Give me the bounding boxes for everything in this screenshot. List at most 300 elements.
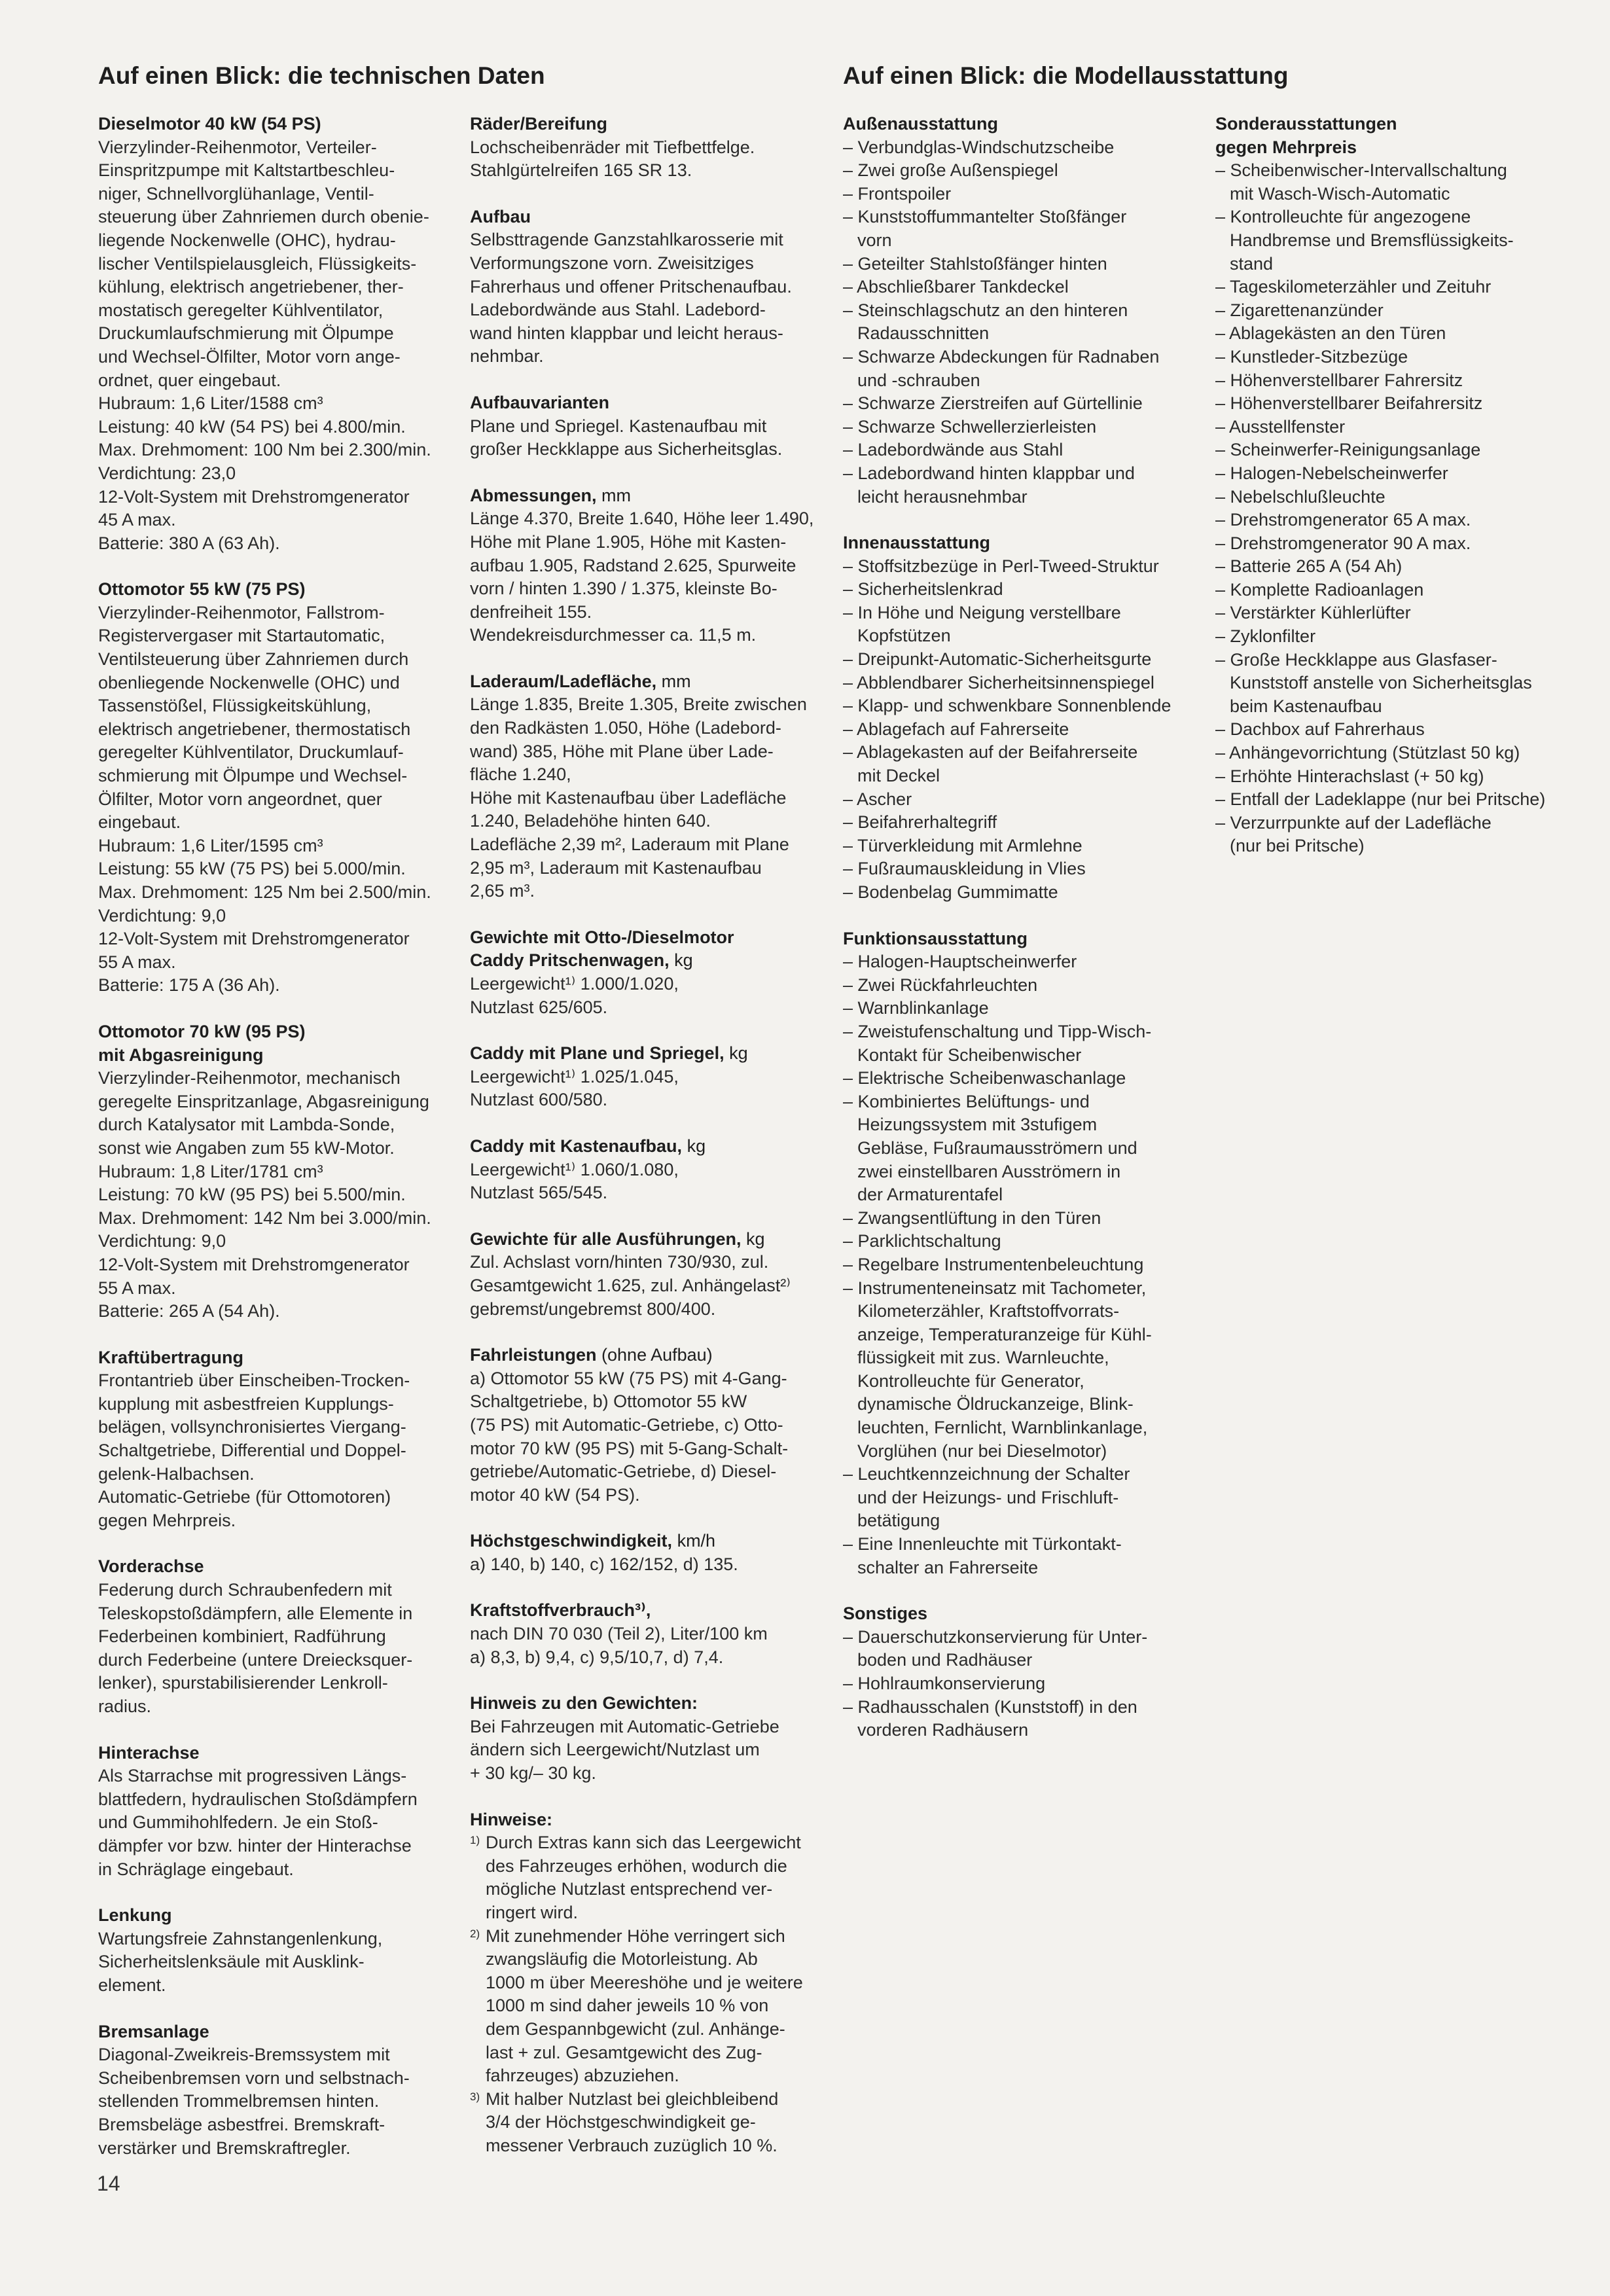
footnote-line: fahrzeuges) abzuziehen.	[486, 2066, 679, 2086]
list-item-line: mit Deckel	[857, 766, 940, 786]
list-item-line: Dachbox auf Fahrerhaus	[1230, 719, 1425, 740]
text-line: element.	[98, 1975, 166, 1995]
list-item-line: Scheibenwischer-Intervallschaltung	[1230, 160, 1507, 181]
text-line: Fahrerhaus und offener Pritschenaufbau.	[470, 276, 792, 296]
section-title-text: Innenausstattung	[843, 533, 991, 553]
text-line: niger, Schnellvorglühanlage, Ventil-	[98, 183, 374, 204]
text-line: wand) 385, Höhe mit Plane über Lade-	[470, 741, 774, 761]
text-line: Selbsttragende Ganzstahlkarosserie mit	[470, 230, 783, 250]
section-subtitle-text: gegen Mehrpreis	[1215, 137, 1357, 157]
list-item-line: Nebelschlußleuchte	[1230, 486, 1386, 507]
list-item	[1215, 299, 1545, 323]
section-title	[470, 484, 814, 508]
text-line: Höhe mit Kastenaufbau über Ladefläche	[470, 787, 787, 808]
text-line: Federbeinen kombiniert, Radführung	[98, 1626, 386, 1647]
list-item-line: In Höhe und Neigung verstellbare	[857, 602, 1121, 622]
section-title-text: Caddy mit Kastenaufbau,	[470, 1136, 683, 1156]
list-item	[1215, 649, 1545, 719]
section-title-text: Gewichte für alle Ausführungen,	[470, 1229, 742, 1249]
text-line: Wendekreisdurchmesser ca. 11,5 m.	[470, 625, 757, 645]
section-title-text: Kraftstoffverbrauch³⁾,	[470, 1600, 651, 1621]
text-line: Max. Drehmoment: 125 Nm bei 2.500/min.	[98, 882, 431, 902]
text-line: stellenden Trommelbremsen hinten.	[98, 2091, 380, 2111]
section-title	[98, 1020, 431, 1044]
list-item	[843, 206, 1171, 252]
list-item	[1215, 509, 1545, 532]
list-item	[1215, 625, 1545, 649]
section-title	[1215, 113, 1545, 136]
text-line: Leergewicht¹⁾ 1.000/1.020,	[470, 974, 679, 994]
section-title	[843, 531, 1171, 555]
list-item	[843, 1207, 1171, 1230]
list-item-line: Dreipunkt-Automatic-Sicherheitsgurte	[857, 649, 1152, 670]
section-title	[98, 1742, 431, 1765]
text-line: Nutzlast 565/545.	[470, 1183, 608, 1203]
list-item-line: anzeige, Temperaturanzeige für Kühl-	[857, 1324, 1152, 1344]
text-line: Batterie: 265 A (54 Ah).	[98, 1301, 280, 1321]
list-item	[843, 346, 1171, 392]
section-subtitle	[470, 949, 814, 973]
section-title-unit: kg	[724, 1043, 748, 1064]
section-title-text: Hinterachse	[98, 1742, 200, 1763]
section-subtitle	[98, 1044, 431, 1067]
section-title-text: Fahrleistungen	[470, 1345, 597, 1365]
list-item-line: flüssigkeit mit zus. Warnleuchte,	[857, 1348, 1109, 1368]
list-item	[843, 1067, 1171, 1090]
list-item-line: Hohlraumkonservierung	[857, 1674, 1046, 1693]
section-title-text: Höchstgeschwindigkeit,	[470, 1531, 673, 1551]
list-item-line: leuchten, Fernlicht, Warnblinkanlage,	[857, 1418, 1148, 1438]
section	[843, 927, 1171, 1580]
text-line: Höhe mit Plane 1.905, Höhe mit Kasten-	[470, 531, 787, 552]
section-title	[470, 1530, 814, 1553]
section	[470, 113, 814, 183]
column-1	[98, 113, 431, 2183]
section-title	[843, 927, 1171, 951]
list-item-line: Kontakt für Scheibenwischer	[857, 1045, 1082, 1065]
text-line: Ladebordwände aus Stahl. Ladebord-	[470, 300, 766, 320]
list-item	[843, 299, 1171, 346]
text-line: Frontantrieb über Einscheiben-Trocken-	[98, 1371, 410, 1391]
section-subtitle-text: mit Abgasreinigung	[98, 1045, 264, 1065]
section	[843, 1602, 1171, 1742]
list-item-line: Drehstromgenerator 90 A max.	[1230, 533, 1471, 553]
text-line: Leergewicht¹⁾ 1.060/1.080,	[470, 1159, 679, 1179]
text-line: + 30 kg/– 30 kg.	[470, 1763, 596, 1784]
list-item-line: und der Heizungs- und Frischluft-	[857, 1487, 1119, 1507]
text-line: Nutzlast 625/605.	[470, 997, 608, 1017]
list-item	[843, 1626, 1171, 1672]
text-line: a) 140, b) 140, c) 162/152, d) 135.	[470, 1554, 738, 1574]
list-item	[843, 183, 1171, 206]
list-item	[843, 834, 1171, 858]
text-line: Hubraum: 1,6 Liter/1588 cm³	[98, 393, 323, 414]
list-item	[843, 974, 1171, 997]
list-item-line: Bodenbelag Gummimatte	[857, 882, 1058, 902]
section	[98, 1346, 431, 1533]
text-line: 12-Volt-System mit Drehstromgenerator	[98, 486, 410, 507]
text-line: Diagonal-Zweikreis-Bremssystem mit	[98, 2045, 390, 2065]
section	[98, 113, 431, 555]
text-line: kupplung mit asbestfreien Kupplungs-	[98, 1393, 394, 1414]
list-item-line: Steinschlagschutz an den hinteren	[857, 300, 1128, 320]
text-line: denfreiheit 155.	[470, 601, 592, 622]
list-item-line: zwei einstellbaren Ausströmern in	[857, 1161, 1121, 1181]
section-title-unit: mm	[596, 485, 632, 505]
section-title-text: Ottomotor 55 kW (75 PS)	[98, 579, 306, 600]
section-subtitle	[1215, 136, 1545, 160]
list-item-line: Abschließbarer Tankdeckel	[857, 277, 1069, 297]
section-title-text: Aufbauvarianten	[470, 392, 610, 412]
footnote-marker: 1)	[470, 1834, 480, 1847]
text-line: 12-Volt-System mit Drehstromgenerator	[98, 1254, 410, 1274]
section	[470, 1228, 814, 1321]
section	[470, 1530, 814, 1576]
text-line: Leergewicht¹⁾ 1.025/1.045,	[470, 1066, 679, 1086]
section-title	[98, 1555, 431, 1579]
section-title-text: Laderaum/Ladefläche,	[470, 671, 657, 691]
text-line: lischer Ventilspielausgleich, Flüssigkeits-	[98, 253, 417, 274]
text-line: Ladefläche 2,39 m², Laderaum mit Plane	[470, 834, 789, 855]
list-item-line: betätigung	[857, 1511, 940, 1531]
footnote-line: mögliche Nutzlast entsprechend ver-	[486, 1879, 773, 1899]
section-title	[843, 113, 1171, 136]
text-line: gegen Mehrpreis.	[98, 1510, 236, 1530]
text-line: den Radkästen 1.050, Höhe (Ladebord-	[470, 718, 781, 738]
section-subtitle-unit: kg	[669, 950, 693, 971]
text-line: motor 70 kW (95 PS) mit 5-Gang-Schalt-	[470, 1438, 789, 1458]
text-line: a) 8,3, b) 9,4, c) 9,5/10,7, d) 7,4.	[470, 1647, 724, 1667]
footnote-line: zwangsläufig die Motorleistung. Ab	[486, 1949, 758, 1969]
list-item-line: Abblendbarer Sicherheitsinnenspiegel	[857, 672, 1154, 692]
text-line: nach DIN 70 030 (Teil 2), Liter/100 km	[470, 1624, 768, 1644]
section-title-unit: km/h	[672, 1531, 716, 1551]
text-line: Verdichtung: 9,0	[98, 905, 226, 925]
list-item	[843, 741, 1171, 787]
column-2	[470, 113, 814, 2181]
text-line: Länge 1.835, Breite 1.305, Breite zwischen	[470, 694, 807, 715]
text-line: durch Katalysator mit Lambda-Sonde,	[98, 1115, 395, 1135]
list-item-line: Ausstellfenster	[1229, 416, 1346, 437]
list-item	[1215, 601, 1545, 625]
text-line: ordnet, quer eingebaut.	[98, 370, 281, 390]
list-item-line: Schwarze Schwellerzierleisten	[857, 416, 1097, 437]
list-item	[843, 159, 1171, 183]
list-item-line: Verbundglas-Windschutzscheibe	[857, 137, 1115, 157]
text-line: geregelter Kühlventilator, Druckumlauf-	[98, 742, 404, 762]
list-item-line: Elektrische Scheibenwaschanlage	[857, 1068, 1126, 1088]
list-item	[843, 136, 1171, 160]
text-line: großer Heckklappe aus Sicherheitsglas.	[470, 439, 783, 459]
footnote	[470, 1925, 814, 2088]
list-item	[1215, 555, 1545, 579]
section-title	[470, 1135, 814, 1158]
section-title	[470, 1344, 814, 1367]
list-item	[843, 439, 1171, 462]
section	[98, 2020, 431, 2161]
text-line: 45 A max.	[98, 510, 176, 530]
text-line: Gesamtgewicht 1.625, zul. Anhängelast²⁾	[470, 1275, 791, 1295]
list-item-line: stand	[1230, 253, 1274, 274]
footnote-line: des Fahrzeuges erhöhen, wodurch die	[486, 1856, 787, 1876]
list-item-line: Halogen-Nebelscheinwerfer	[1230, 463, 1448, 483]
list-item-line: und -schrauben	[857, 370, 980, 390]
list-item	[843, 648, 1171, 672]
list-item-line: Radausschnitten	[857, 323, 990, 344]
text-line: Länge 4.370, Breite 1.640, Höhe leer 1.490,	[470, 509, 814, 529]
text-line: Vierzylinder-Reihenmotor, Verteiler-	[98, 137, 377, 157]
text-line: kühlung, elektrisch angetriebener, ther-	[98, 277, 404, 297]
text-line: Hubraum: 1,6 Liter/1595 cm³	[98, 835, 323, 855]
section-title	[470, 926, 814, 950]
text-line: Einspritzpumpe mit Kaltstartbeschleu-	[98, 160, 395, 181]
list-item	[843, 555, 1171, 579]
list-item-line: Türverkleidung mit Armlehne	[857, 835, 1082, 855]
list-item	[1215, 486, 1545, 509]
column-4	[1215, 113, 1545, 881]
section-title	[98, 1904, 431, 1928]
section-title-text: Außenausstattung	[843, 114, 999, 134]
list-item-line: Scheinwerfer-Reinigungsanlage	[1230, 440, 1481, 460]
section	[470, 206, 814, 368]
text-line: Bei Fahrzeugen mit Automatic-Getriebe	[470, 1716, 779, 1736]
list-item	[843, 601, 1171, 648]
list-item-line: Batterie 265 A (54 Ah)	[1230, 556, 1403, 577]
section-title-unit: kg	[682, 1136, 706, 1156]
text-line: schmierung mit Ölpumpe und Wechsel-	[98, 766, 408, 786]
text-line: lenker), spurstabilisierender Lenkroll-	[98, 1673, 388, 1693]
text-line: Ventilsteuerung über Zahnriemen durch	[98, 649, 409, 670]
text-line: Max. Drehmoment: 100 Nm bei 2.300/min.	[98, 440, 431, 460]
text-line: gebremst/ungebremst 800/400.	[470, 1299, 716, 1319]
section	[1215, 113, 1545, 858]
section	[470, 1808, 814, 2158]
section	[843, 531, 1171, 905]
list-item-line: boden und Radhäuser	[857, 1650, 1033, 1670]
list-item-line: (nur bei Pritsche)	[1230, 836, 1365, 856]
text-line: Verdichtung: 9,0	[98, 1231, 226, 1251]
list-item-line: Ladebordwand hinten klappbar und	[857, 463, 1135, 483]
list-item-line: Geteilter Stahlstoßfänger hinten	[857, 253, 1107, 274]
text-line: Sicherheitslenksäule mit Ausklink-	[98, 1952, 365, 1972]
list-item-line: Frontspoiler	[857, 183, 952, 204]
section-title-text: Aufbau	[470, 206, 531, 226]
section-title	[470, 1599, 814, 1623]
list-item-line: Schwarze Abdeckungen für Radnaben	[857, 346, 1160, 367]
list-item-line: Anhängevorrichtung (Stützlast 50 kg)	[1229, 743, 1520, 763]
text-line: (75 PS) mit Automatic-Getriebe, c) Otto-	[470, 1414, 783, 1435]
text-line: in Schräglage eingebaut.	[98, 1859, 294, 1879]
text-line: Nutzlast 600/580.	[470, 1090, 608, 1110]
section-title-text: Sonstiges	[843, 1604, 928, 1624]
list-item-line: Leuchtkennzeichnung der Schalter	[857, 1464, 1130, 1484]
section	[470, 1042, 814, 1112]
list-item	[843, 1090, 1171, 1207]
section-title-text: Räder/Bereifung	[470, 114, 608, 134]
list-item-line: Warnblinkanlage	[857, 998, 989, 1018]
text-line: obenliegende Nockenwelle (OHC) und	[98, 672, 400, 692]
list-item-line: Regelbare Instrumentenbeleuchtung	[857, 1254, 1144, 1274]
page-number: 14	[97, 2172, 120, 2195]
text-line: belägen, vollsynchronisiertes Viergang-	[98, 1417, 406, 1437]
list-item	[1215, 532, 1545, 556]
list-item-line: Drehstromgenerator 65 A max.	[1230, 510, 1471, 530]
list-item-line: Stoffsitzbezüge in Perl-Tweed-Struktur	[857, 556, 1159, 576]
footnote	[470, 2088, 814, 2158]
section-title-text: Gewichte mit Otto-/Dieselmotor	[470, 927, 734, 947]
list-item	[843, 997, 1171, 1020]
list-item-line: dynamische Öldruckanzeige, Blink-	[857, 1394, 1134, 1414]
list-item-line: Entfall der Ladeklappe (nur bei Pritsche)	[1230, 789, 1546, 810]
text-line: und Gummihohlfedern. Je ein Stoß-	[98, 1812, 378, 1833]
list-item-line: beim Kastenaufbau	[1230, 696, 1382, 716]
section-title	[470, 1228, 814, 1251]
section	[470, 1135, 814, 1205]
text-line: Als Starrachse mit progressiven Längs-	[98, 1766, 407, 1786]
text-line: Lochscheibenräder mit Tiefbettfelge.	[470, 137, 755, 157]
list-item	[1215, 276, 1545, 299]
list-item	[1215, 718, 1545, 742]
text-line: Ölfilter, Motor vorn angeordnet, quer	[98, 789, 382, 809]
section-title	[98, 1346, 431, 1370]
text-line: Teleskopstoßdämpfern, alle Elemente in	[98, 1603, 413, 1623]
text-line: Federung durch Schraubenfedern mit	[98, 1580, 392, 1600]
text-line: 2,95 m³, Laderaum mit Kastenaufbau	[470, 857, 762, 878]
text-line: Batterie: 380 A (63 Ah).	[98, 533, 280, 553]
footnote-line: messener Verbrauch zuzüglich 10 %.	[486, 2135, 778, 2155]
text-line: fläche 1.240,	[470, 764, 571, 785]
list-item-line: Parklichtschaltung	[857, 1231, 1001, 1251]
list-item	[843, 881, 1171, 905]
list-item	[843, 857, 1171, 881]
list-item-line: Tageskilometerzähler und Zeituhr	[1230, 277, 1492, 297]
list-item-line: Ascher	[857, 789, 912, 809]
text-line: Max. Drehmoment: 142 Nm bei 3.000/min.	[98, 1208, 431, 1228]
section-title	[470, 391, 814, 415]
section	[470, 484, 814, 647]
text-line: Vierzylinder-Reihenmotor, Fallstrom-	[98, 602, 385, 622]
text-line: motor 40 kW (54 PS).	[470, 1484, 640, 1505]
text-line: gelenk-Halbachsen.	[98, 1463, 255, 1484]
section-title	[470, 1042, 814, 1066]
text-line: und Wechsel-Ölfilter, Motor vorn ange-	[98, 346, 401, 367]
section	[98, 1742, 431, 1882]
list-item-line: Halogen-Hauptscheinwerfer	[857, 952, 1077, 972]
text-line: verstärker und Bremskraftregler.	[98, 2138, 351, 2158]
list-item	[843, 718, 1171, 742]
text-line: Schaltgetriebe, b) Ottomotor 55 kW	[470, 1391, 747, 1412]
section	[470, 1599, 814, 1669]
text-line: Registervergaser mit Startautomatic,	[98, 626, 385, 646]
section-title-text: Hinweise:	[470, 1809, 553, 1829]
text-line: steuerung über Zahnriemen durch obenie-	[98, 207, 429, 227]
section-title	[470, 1692, 814, 1715]
list-item	[843, 1696, 1171, 1742]
list-item	[843, 1463, 1171, 1533]
list-item	[843, 811, 1171, 834]
list-item-line: Kontrolleuchte für angezogene	[1230, 207, 1471, 227]
list-item-line: Kopfstützen	[857, 626, 951, 646]
section	[843, 113, 1171, 509]
text-line: 1.240, Beladehöhe hinten 640.	[470, 811, 711, 831]
list-item-line: Kunststoff anstelle von Sicherheitsglas	[1230, 673, 1532, 693]
list-item-line: mit Wasch-Wisch-Automatic	[1230, 183, 1450, 204]
list-item-line: Instrumenteneinsatz mit Tachometer,	[857, 1278, 1147, 1298]
text-line: ändern sich Leergewicht/Nutzlast um	[470, 1740, 760, 1760]
text-line: liegende Nockenwelle (OHC), hydrau-	[98, 230, 396, 250]
text-line: dämpfer vor bzw. hinter der Hinterachse	[98, 1835, 412, 1856]
list-item	[1215, 322, 1545, 346]
text-line: Schaltgetriebe, Differential und Doppel-	[98, 1441, 406, 1461]
list-item	[843, 1020, 1171, 1067]
list-item-line: Zwei große Außenspiegel	[857, 160, 1058, 181]
list-item	[843, 1253, 1171, 1277]
text-line: 55 A max.	[98, 1278, 176, 1298]
text-line: wand hinten klappbar und leicht heraus-	[470, 323, 783, 343]
list-item-line: Kontrolleuchte für Generator,	[857, 1371, 1084, 1391]
section-title-unit: (ohne Aufbau)	[596, 1345, 713, 1365]
list-item-line: Klapp- und schwenkbare Sonnenblende	[857, 696, 1172, 716]
list-item-line: Ladebordwände aus Stahl	[857, 440, 1064, 460]
footnote-line: Mit halber Nutzlast bei gleichbleibend	[486, 2089, 779, 2109]
list-item-line: Höhenverstellbarer Fahrersitz	[1230, 370, 1463, 390]
list-item-line: Heizungssystem mit 3stufigem	[857, 1115, 1098, 1135]
section-title-text: Funktionsausstattung	[843, 928, 1028, 948]
text-line: durch Federbeine (untere Dreiecksquer-	[98, 1649, 413, 1670]
section-title-unit: mm	[656, 671, 691, 691]
list-item	[1215, 206, 1545, 276]
text-line: elektrisch angetriebener, thermostatisch	[98, 719, 411, 739]
list-item-line: Sicherheitslenkrad	[857, 579, 1003, 600]
section	[98, 1904, 431, 1997]
text-line: Stahlgürtelreifen 165 SR 13.	[470, 160, 692, 181]
text-line: Hubraum: 1,8 Liter/1781 cm³	[98, 1161, 323, 1181]
section	[470, 1344, 814, 1507]
list-item-line: Ablagekästen an den Türen	[1229, 323, 1446, 344]
section-subtitle-text: Caddy Pritschenwagen,	[470, 950, 670, 971]
section	[98, 1020, 431, 1323]
section-title	[470, 113, 814, 136]
list-item-line: Ablagefach auf Fahrerseite	[857, 719, 1069, 739]
footnote-marker: 2)	[470, 1927, 480, 1940]
list-item	[1215, 159, 1545, 206]
text-line: Leistung: 55 kW (75 PS) bei 5.000/min.	[98, 859, 406, 879]
text-line: Verdichtung: 23,0	[98, 463, 236, 483]
list-item-line: Kunstleder-Sitzbezüge	[1230, 346, 1408, 367]
list-item	[843, 1277, 1171, 1463]
list-item-line: Radhausschalen (Kunststoff) in den	[857, 1696, 1137, 1717]
list-item-line: Komplette Radioanlagen	[1230, 579, 1424, 600]
text-line: Tassenstößel, Flüssigkeitskühlung,	[98, 696, 372, 716]
list-item	[1215, 742, 1545, 765]
list-item	[843, 672, 1171, 695]
list-item-line: Kilometerzähler, Kraftstoffvorrats-	[857, 1301, 1120, 1321]
section	[470, 670, 814, 903]
list-item	[843, 416, 1171, 439]
list-item	[843, 392, 1171, 416]
list-item-line: Kunststoffummantelter Stoßfänger	[857, 207, 1127, 227]
list-item	[1215, 765, 1545, 789]
section-title-text: Dieselmotor 40 kW (54 PS)	[98, 114, 321, 134]
text-line: sonst wie Angaben zum 55 kW-Motor.	[98, 1138, 395, 1158]
list-item	[843, 1533, 1171, 1579]
text-line: Zul. Achslast vorn/hinten 730/930, zul.	[470, 1252, 769, 1272]
footnote-line: ringert wird.	[486, 1903, 579, 1922]
text-line: getriebe/Automatic-Getriebe, d) Diesel-	[470, 1462, 777, 1482]
footnote-line: 3/4 der Höchstgeschwindigkeit ge-	[486, 2112, 756, 2132]
text-line: Bremsbeläge asbestfrei. Bremskraft-	[98, 2114, 385, 2134]
text-line: Wartungsfreie Zahnstangenlenkung,	[98, 1928, 383, 1948]
